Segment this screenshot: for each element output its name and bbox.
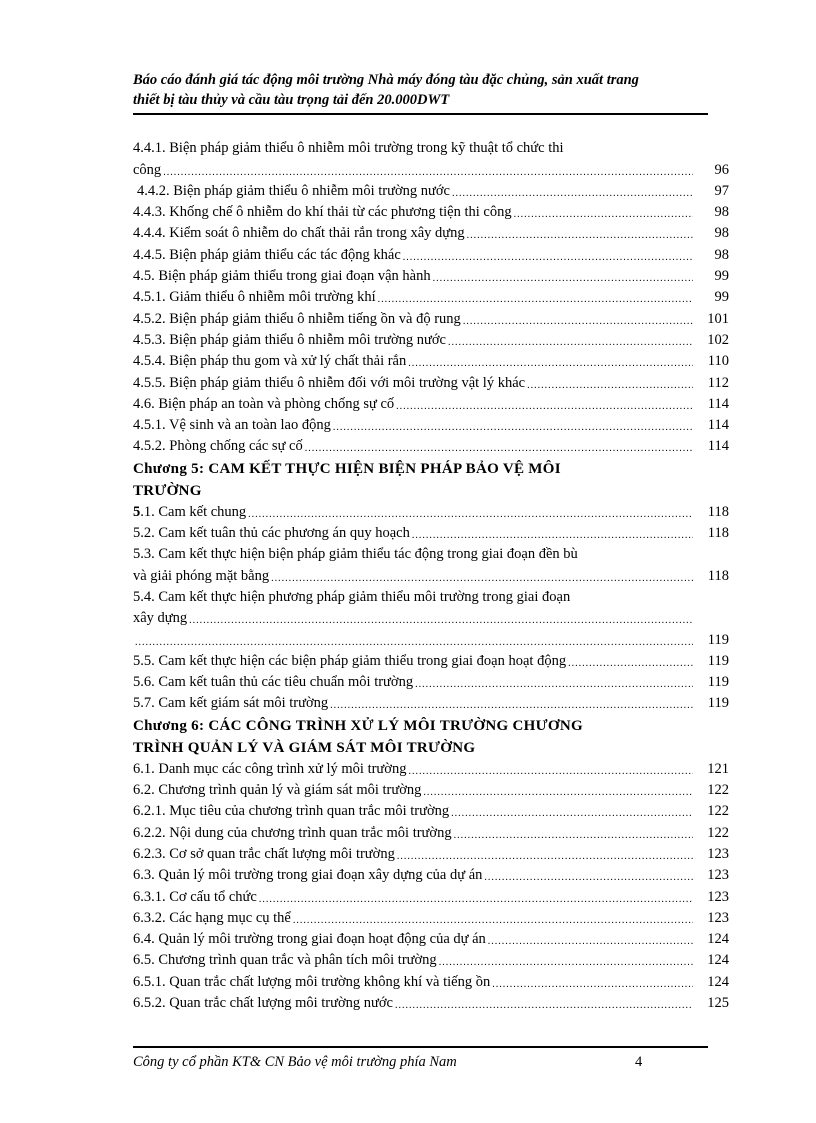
chapter-title: TRÌNH QUẢN LÝ VÀ GIÁM SÁT MÔI TRƯỜNG [133, 740, 476, 757]
toc-entry-label: 4.5.5. Biện pháp giảm thiểu ô nhiễm đối với môi trường vật lý khác [133, 374, 526, 391]
toc-entry [133, 757, 729, 778]
toc-entry-label: 4.5.1. Giảm thiểu ô nhiễm môi trường khí [133, 289, 376, 306]
toc-entry-label: 4.5.2. Biện pháp giảm thiểu ô nhiễm tiếng ồn và độ rung [133, 310, 461, 327]
toc-entry-page: 124 [707, 973, 729, 990]
toc-entry-page: 123 [707, 909, 729, 926]
toc-entry-label: 4.4.2. Biện pháp giảm thiểu ô nhiễm môi trường nước [137, 182, 450, 199]
toc-entry-label: 6.1. Danh mục các công trình xử lý môi trường [133, 760, 407, 777]
toc-entry [133, 393, 729, 414]
dot-leader [403, 251, 693, 265]
toc-entry [133, 800, 729, 821]
toc-entry-page: 122 [707, 782, 729, 799]
dot-leader [135, 636, 693, 650]
dot-leader [408, 765, 693, 779]
toc-entry-page: 98 [714, 225, 729, 242]
dot-leader [467, 229, 693, 243]
toc-entry-label [133, 503, 246, 522]
toc-entry-page: 114 [707, 417, 729, 434]
toc-entry [133, 243, 729, 264]
toc-entry [133, 265, 729, 286]
toc-entry [133, 350, 729, 371]
toc-entry-label: 6.2.3. Cơ sở quan trắc chất lượng môi trường [133, 845, 395, 862]
toc-entry-page: 124 [707, 952, 729, 969]
toc-entry [133, 180, 729, 201]
toc-entry-page: 121 [707, 760, 729, 777]
toc-entry [133, 671, 729, 692]
dot-leader [454, 829, 693, 843]
toc-entry-page: 98 [714, 204, 729, 221]
toc-entry-label-rest: .1. Cam kết chung [140, 503, 247, 520]
toc-entry [133, 158, 729, 179]
toc-entry [133, 564, 729, 585]
toc-entry-label: 4.5.1. Vệ sinh và an toàn lao động [133, 417, 331, 434]
toc-entry [133, 414, 729, 435]
toc-entry-page: 124 [707, 931, 729, 948]
toc-entry-continuation [133, 586, 729, 607]
toc-entry [133, 307, 729, 328]
dot-leader [423, 786, 693, 800]
dot-leader [395, 999, 693, 1013]
chapter-heading-continuation [133, 478, 729, 500]
toc-entry-page: 119 [707, 695, 729, 712]
toc-entry-page: 102 [707, 331, 729, 348]
toc-entry [133, 286, 729, 307]
toc-entry-label: 5.5. Cam kết thực hiện các biện pháp giảm thiểu trong giai đoạn hoạt động [133, 652, 567, 669]
chapter-heading [133, 713, 729, 735]
footer-rule [133, 1046, 708, 1048]
header-rule [133, 113, 708, 115]
dot-leader [163, 166, 693, 180]
dot-leader [451, 807, 693, 821]
toc-entry-page: 125 [707, 994, 729, 1011]
toc-entry [133, 607, 729, 628]
header-line-2: thiết bị tàu thủy và cầu tàu trọng tải đến 20.000DWT [133, 92, 450, 108]
toc-entry [133, 928, 729, 949]
toc-entry-page: 123 [707, 845, 729, 862]
toc-entry-label: 6.3. Quản lý môi trường trong giai đoạn xây dựng của dự án [133, 867, 483, 884]
toc-entry-page: 119 [707, 652, 729, 669]
chapter-heading-continuation [133, 735, 729, 757]
toc-entry-label: 5.2. Cam kết tuân thủ các phương án quy hoạch [133, 525, 410, 542]
toc-entry-label: và giải phóng mặt bằng [133, 567, 270, 584]
toc-entry [133, 222, 729, 243]
toc-entry-page: 99 [714, 289, 729, 306]
dot-leader [415, 678, 693, 692]
dot-leader [259, 893, 693, 907]
dot-leader [412, 529, 693, 543]
dot-leader [439, 956, 693, 970]
toc-entry-page: 118 [707, 525, 729, 542]
toc-entry-label: 6.2.2. Nội dung của chương trình quan trắc môi trường [133, 824, 452, 841]
toc-entry-label: 6.2.1. Mục tiêu của chương trình quan trắc môi trường [133, 803, 450, 820]
toc-entry [133, 329, 729, 350]
toc-entry [133, 992, 729, 1013]
toc-entry-label: 4.4.4. Kiểm soát ô nhiễm do chất thải rắn trong xây dựng [133, 225, 465, 242]
dot-leader [333, 421, 693, 435]
toc-entry [133, 435, 729, 456]
toc-entry [133, 500, 729, 521]
dot-leader [397, 850, 693, 864]
toc-entry-label: 6.5. Chương trình quan trắc và phân tích môi trường [133, 952, 437, 969]
dot-leader [396, 400, 693, 414]
toc-entry-page: 96 [714, 161, 729, 178]
dot-leader [433, 272, 693, 286]
toc-entry [133, 821, 729, 842]
table-of-contents [133, 137, 729, 1013]
toc-entry-page: 114 [707, 438, 729, 455]
dot-leader [271, 572, 693, 586]
toc-entry [133, 907, 729, 928]
chapter-title: Chương 6: CÁC CÔNG TRÌNH XỬ LÝ MÔI TRƯỜNG CHƯƠNG [133, 718, 583, 735]
toc-entry [133, 692, 729, 713]
toc-entry-page: 118 [707, 567, 729, 584]
dot-leader [408, 357, 693, 371]
toc-entry-page: 98 [714, 246, 729, 263]
toc-entry-page: 119 [707, 631, 729, 648]
toc-entry-label: 4.4.3. Khống chế ô nhiễm do khí thải từ các phương tiện thi công [133, 204, 512, 221]
toc-entry-continuation [133, 137, 729, 158]
dot-leader [293, 914, 693, 928]
toc-entry-continuation [133, 543, 729, 564]
header-line-1: Báo cáo đánh giá tác động môi trường Nhà máy đóng tàu đặc chủng, sản xuất trang [133, 72, 639, 88]
toc-entry-label: 6.5.2. Quan trắc chất lượng môi trường nước [133, 994, 393, 1011]
page-number: 4 [635, 1054, 643, 1070]
dot-leader [330, 699, 693, 713]
toc-entry-label: 5.6. Cam kết tuân thủ các tiêu chuẩn môi trường [133, 674, 414, 691]
dot-leader [514, 208, 693, 222]
dot-leader [484, 871, 693, 885]
toc-entry [133, 864, 729, 885]
dot-leader [492, 978, 693, 992]
toc-entry [133, 949, 729, 970]
toc-entry-page: 110 [707, 353, 729, 370]
toc-entry-label: 4.4.5. Biện pháp giảm thiểu các tác động khác [133, 246, 401, 263]
toc-entry [133, 779, 729, 800]
toc-entry-label: 4.4.1. Biện pháp giảm thiểu ô nhiễm môi trường trong kỹ thuật tổ chức thi [133, 140, 564, 157]
toc-entry [133, 885, 729, 906]
dot-leader [527, 379, 693, 393]
toc-entry-label: 4.5.4. Biện pháp thu gom và xử lý chất thải rắn [133, 353, 407, 370]
toc-entry-label: 5.3. Cam kết thực hiện biện pháp giảm thiểu tác động trong giai đoạn đền bù [133, 546, 578, 563]
toc-entry [133, 371, 729, 392]
toc-entry-label: 6.3.2. Các hạng mục cụ thể [133, 909, 291, 926]
chapter-heading [133, 456, 729, 478]
toc-entry-page: 99 [714, 268, 729, 285]
toc-entry [133, 843, 729, 864]
toc-entry-label: 4.5. Biện pháp giảm thiểu trong giai đoạn vận hành [133, 268, 431, 285]
toc-entry-label: 5.4. Cam kết thực hiện phương pháp giảm thiểu môi trường trong giai đoạn [133, 588, 571, 605]
chapter-title: TRƯỜNG [133, 483, 202, 500]
toc-entry-page: 114 [707, 395, 729, 412]
toc-entry-label: 6.4. Quản lý môi trường trong giai đoạn hoạt động của dự án [133, 931, 486, 948]
dot-leader [463, 315, 693, 329]
dot-leader [568, 657, 693, 671]
dot-leader [452, 187, 693, 201]
chapter-title: Chương 5: CAM KẾT THỰC HIỆN BIỆN PHÁP BẢO VỆ MÔI [133, 461, 561, 478]
toc-entry-label: 6.5.1. Quan trắc chất lượng môi trường không khí và tiếng ồn [133, 973, 491, 990]
toc-entry-page: 112 [707, 374, 729, 391]
toc-entry-page: 123 [707, 888, 729, 905]
toc-entry-page: 97 [714, 182, 729, 199]
toc-entry-label: 4.5.2. Phòng chống các sự cố [133, 438, 303, 455]
footer-company: Công ty cổ phần KT& CN Bảo vệ môi trường phía Nam [133, 1054, 457, 1070]
dot-leader [248, 508, 693, 522]
toc-entry-page: 122 [707, 824, 729, 841]
toc-entry-label: công [133, 161, 162, 178]
toc-entry [133, 970, 729, 991]
toc-entry-page: 122 [707, 803, 729, 820]
toc-entry-label: 6.2. Chương trình quản lý và giám sát môi trường [133, 782, 422, 799]
toc-entry-label: 4.5.3. Biện pháp giảm thiểu ô nhiễm môi trường nước [133, 331, 446, 348]
toc-entry-page: 119 [707, 674, 729, 691]
toc-entry-label: 4.6. Biện pháp an toàn và phòng chống sự cố [133, 395, 395, 412]
dot-leader [448, 336, 693, 350]
dot-leader [305, 442, 693, 456]
toc-entry [133, 522, 729, 543]
toc-entry [133, 628, 729, 649]
toc-entry-label: 5.7. Cam kết giám sát môi trường [133, 695, 329, 712]
dot-leader [189, 614, 693, 628]
toc-entry [133, 650, 729, 671]
dot-leader [488, 935, 693, 949]
toc-entry-page: 118 [707, 503, 729, 520]
toc-entry-bold-number: 5 [133, 503, 141, 520]
document-header [133, 70, 708, 110]
toc-entry-label: xây dựng [133, 610, 188, 627]
toc-entry-page: 123 [707, 867, 729, 884]
toc-entry [133, 201, 729, 222]
toc-entry-label: 6.3.1. Cơ cấu tổ chức [133, 888, 257, 905]
dot-leader [378, 293, 693, 307]
toc-entry-page: 101 [707, 310, 729, 327]
